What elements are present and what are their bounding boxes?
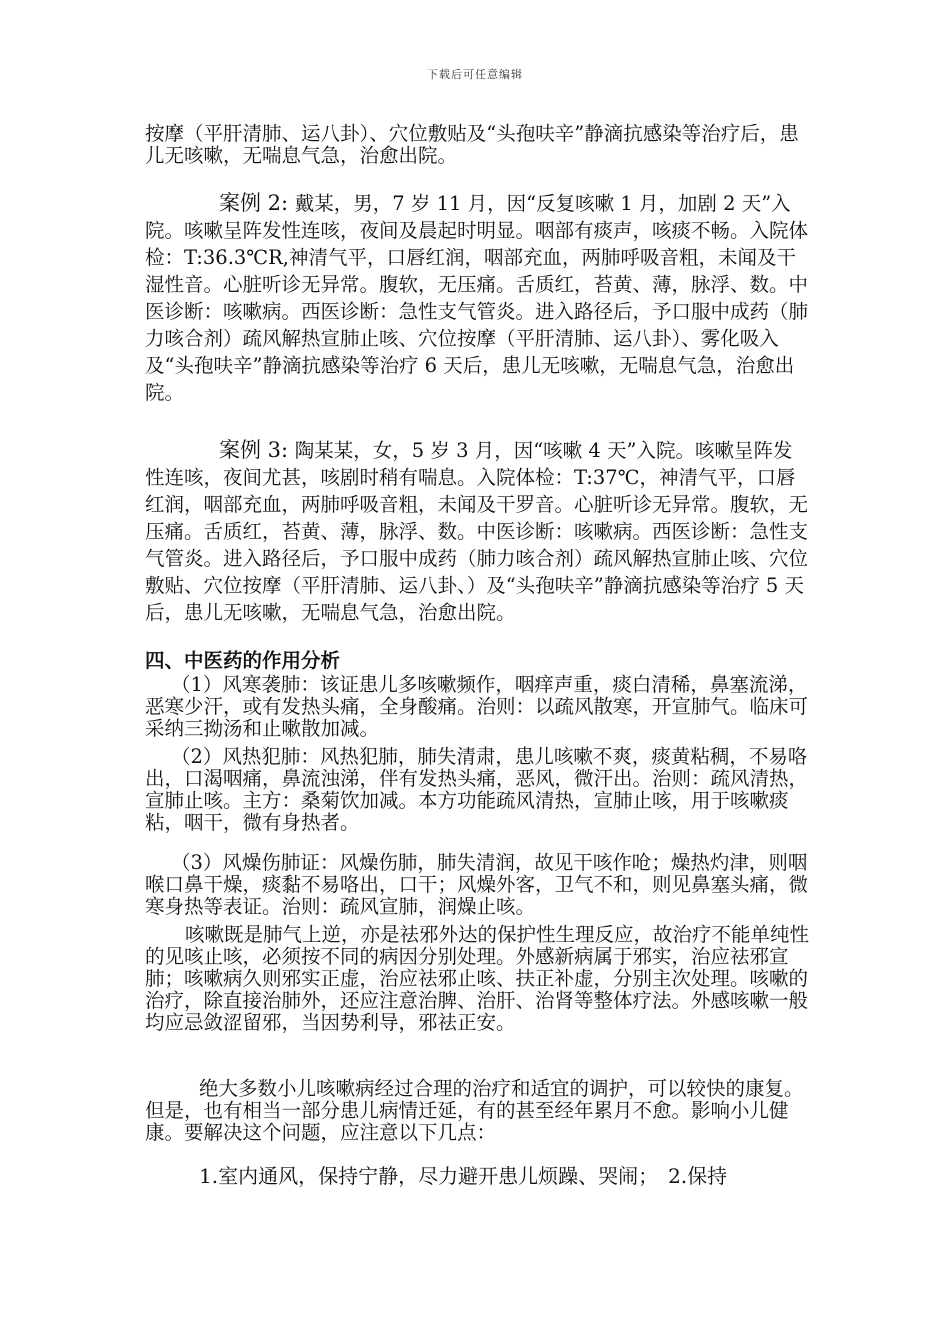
paragraph-case1-end [145,123,810,167]
case-label: 案例 3: [219,438,295,462]
paragraph-cough-treatment: 咳嗽既是肺气上逆，亦是祛邪外达的保护性生理反应，故治疗不能单纯性的见咳止咳，必须按不同的病因分别处理。外感新病属于邪实，治应祛邪宣肺；咳嗽病久则邪实正虚，治应祛邪止咳、扶正补虚，分别主次处理。咳嗽的治疗，除直接治肺外，还应注意治脾、治肝、治肾等整体疗法。外感咳嗽一般均应忌敛涩留邪，当因势利导，邪祛正安。 [145,923,810,1034]
page-header-note: 下载后可任意编辑 [427,68,523,81]
paragraph-case3 [145,437,810,626]
section-item-wind-dryness: （3）风燥伤肺证：风燥伤肺，肺失清润，故见干咳作呛；燥热灼津，则咽喉口鼻干燥，痰黏不易咯出，口干；风燥外客，卫气不和，则见鼻塞头痛，微寒身热等表证。治则：疏风宣肺，润燥止咳。 [145,851,809,918]
paragraph-recovery: 绝大多数小儿咳嗽病经过合理的治疗和适宜的调护，可以较快的康复。但是，也有相当一部分患儿病情迁延，有的甚至经年累月不愈。影响小儿健康。要解决这个问题，应注意以下几点： [145,1077,804,1144]
section-item-wind-cold: （1）风寒袭肺：该证患儿多咳嗽频作，咽痒声重，痰白清稀，鼻塞流涕，恶寒少汗，或有发热头痛，全身酸痛。治则：以疏风散寒，开宣肺气。临床可采纳三拗汤和止嗽散加减。 [145,673,809,740]
paragraph-case2 [145,190,810,406]
section-title: 四、中医药的作用分析 [145,649,341,672]
paragraph-care-points: 1.室内通风，保持宁静，尽力避开患儿烦躁、哭闹； 2.保持 [199,1164,728,1188]
case-label: 案例 2: [219,191,295,215]
section-item-wind-heat: （2）风热犯肺：风热犯肺，肺失清肃，患儿咳嗽不爽，痰黄粘稠，不易咯出，口渴咽痛，鼻流浊涕，伴有发热头痛，恶风，微汗出。治则：疏风清热，宣肺止咳。主方：桑菊饮加减。本方功能疏风清热，宣肺止咳，用于咳嗽痰粘，咽干，微有身热者。 [145,745,809,834]
paragraph-text: 按摩（平肝清肺、运八卦）、穴位敷贴及“头孢呋辛”静滴抗感染等治疗后，患儿无咳嗽，无喘息气急，治愈出院。 [145,122,799,167]
paragraph-text: 陶某某，女，5 岁 3 月，因“咳嗽 4 天”入院。咳嗽呈阵发性连咳，夜间尤甚，咳剧时稍有喘息。入院体检：T:37℃，神清气平，口唇红润，咽部充血，两肺呼吸音粗，未闻及干罗音。心脏听诊无异常。腹软，无压痛。舌质红，苔黄、薄，脉浮、数。中医诊断：咳嗽病。西医诊断：急性支气管炎。进入路径后，予口服中成药（肺力咳合剂）疏风解热宣肺止咳、穴位敷贴、穴位按摩（平肝清肺、运八卦、）及“头孢呋辛”静滴抗感染等治疗 5 天后，患儿无咳嗽，无喘息气急，治愈出院。 [145,439,809,624]
paragraph-text: 戴某，男，7 岁 11 月，因“反复咳嗽 1 月，加剧 2 天”入院。咳嗽呈阵发性连咳，夜间及晨起时明显。咽部有痰声，咳痰不畅。入院体检：T:36.3℃R,神清气平，口唇红润，咽部充血，两肺呼吸音粗，未闻及干湿性音。心脏听诊无异常。腹软，无压痛。舌质红，苔黄、薄，脉浮、数。中医诊断：咳嗽病。西医诊断：急性支气管炎。进入路径后，予口服中成药（肺力咳合剂）疏风解热宣肺止咳、穴位按摩（平肝清肺、运八卦）、雾化吸入及“头孢呋辛”静滴抗感染等治疗 6 天后，患儿无咳嗽，无喘息气急，治愈出院。 [145,192,809,404]
